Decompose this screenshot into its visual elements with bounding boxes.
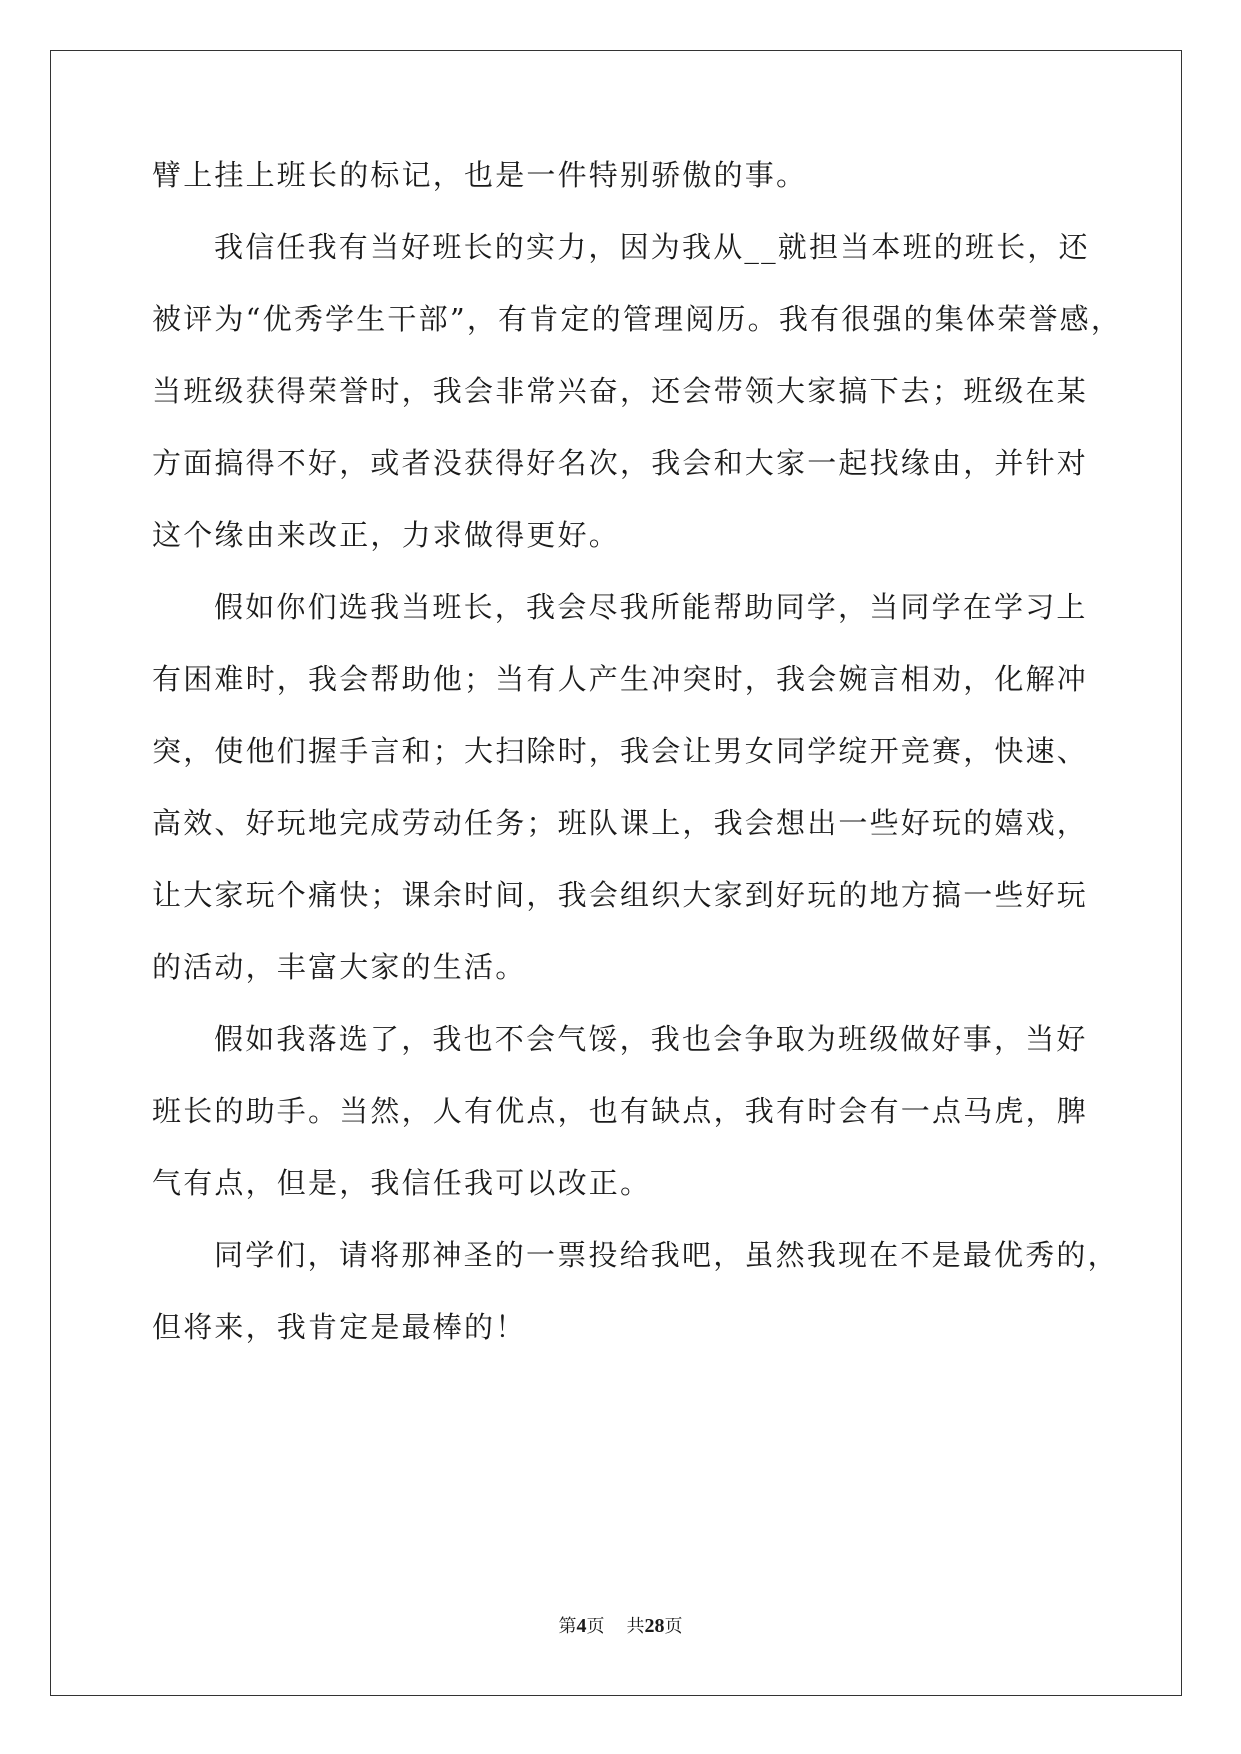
- body-line: 同学们，请将那神圣的一票投给我吧，虽然我现在不是最优秀的，: [214, 1238, 1119, 1272]
- body-line: 有困难时，我会帮助他；当有人产生冲突时，我会婉言相劝，化解冲: [152, 662, 1089, 696]
- body-line: 但将来，我肯定是最棒的！: [152, 1310, 527, 1344]
- body-line: 让大家玩个痛快；课余时间，我会组织大家到好玩的地方搞一些好玩: [152, 878, 1089, 912]
- body-line: 方面搞得不好，或者没获得好名次，我会和大家一起找缘由，并针对: [152, 446, 1089, 480]
- page-number: 4: [576, 1615, 587, 1637]
- body-line: 班长的助手。当然，人有优点，也有缺点，我有时会有一点马虎，脾: [152, 1094, 1089, 1128]
- body-line: 假如我落选了，我也不会气馁，我也会争取为班级做好事，当好: [214, 1022, 1088, 1056]
- page-suffix: 页: [586, 1616, 605, 1637]
- page-prefix: 第: [558, 1616, 577, 1637]
- total-prefix: 共: [626, 1616, 645, 1637]
- body-line: 的活动，丰富大家的生活。: [152, 950, 527, 984]
- total-suffix: 页: [664, 1616, 683, 1637]
- body-line: 臂上挂上班长的标记，也是一件特别骄傲的事。: [152, 158, 808, 192]
- total-pages: 28: [644, 1615, 665, 1637]
- body-line: 高效、好玩地完成劳动任务；班队课上，我会想出一些好玩的嬉戏，: [152, 806, 1089, 840]
- body-line: 这个缘由来改正，力求做得更好。: [152, 518, 621, 552]
- page-footer: [0, 1614, 1241, 1639]
- page-border: [50, 50, 1182, 1696]
- body-line: 气有点，但是，我信任我可以改正。: [152, 1166, 652, 1200]
- body-line: 当班级获得荣誉时，我会非常兴奋，还会带领大家搞下去；班级在某: [152, 374, 1089, 408]
- body-line: 假如你们选我当班长，我会尽我所能帮助同学，当同学在学习上: [214, 590, 1088, 624]
- body-line: 突，使他们握手言和；大扫除时，我会让男女同学绽开竞赛，快速、: [152, 734, 1089, 768]
- body-line: 我信任我有当好班长的实力，因为我从__就担当本班的班长，还: [214, 230, 1090, 264]
- body-line: 被评为“优秀学生干部”，有肯定的管理阅历。我有很强的集体荣誉感，: [152, 302, 1123, 336]
